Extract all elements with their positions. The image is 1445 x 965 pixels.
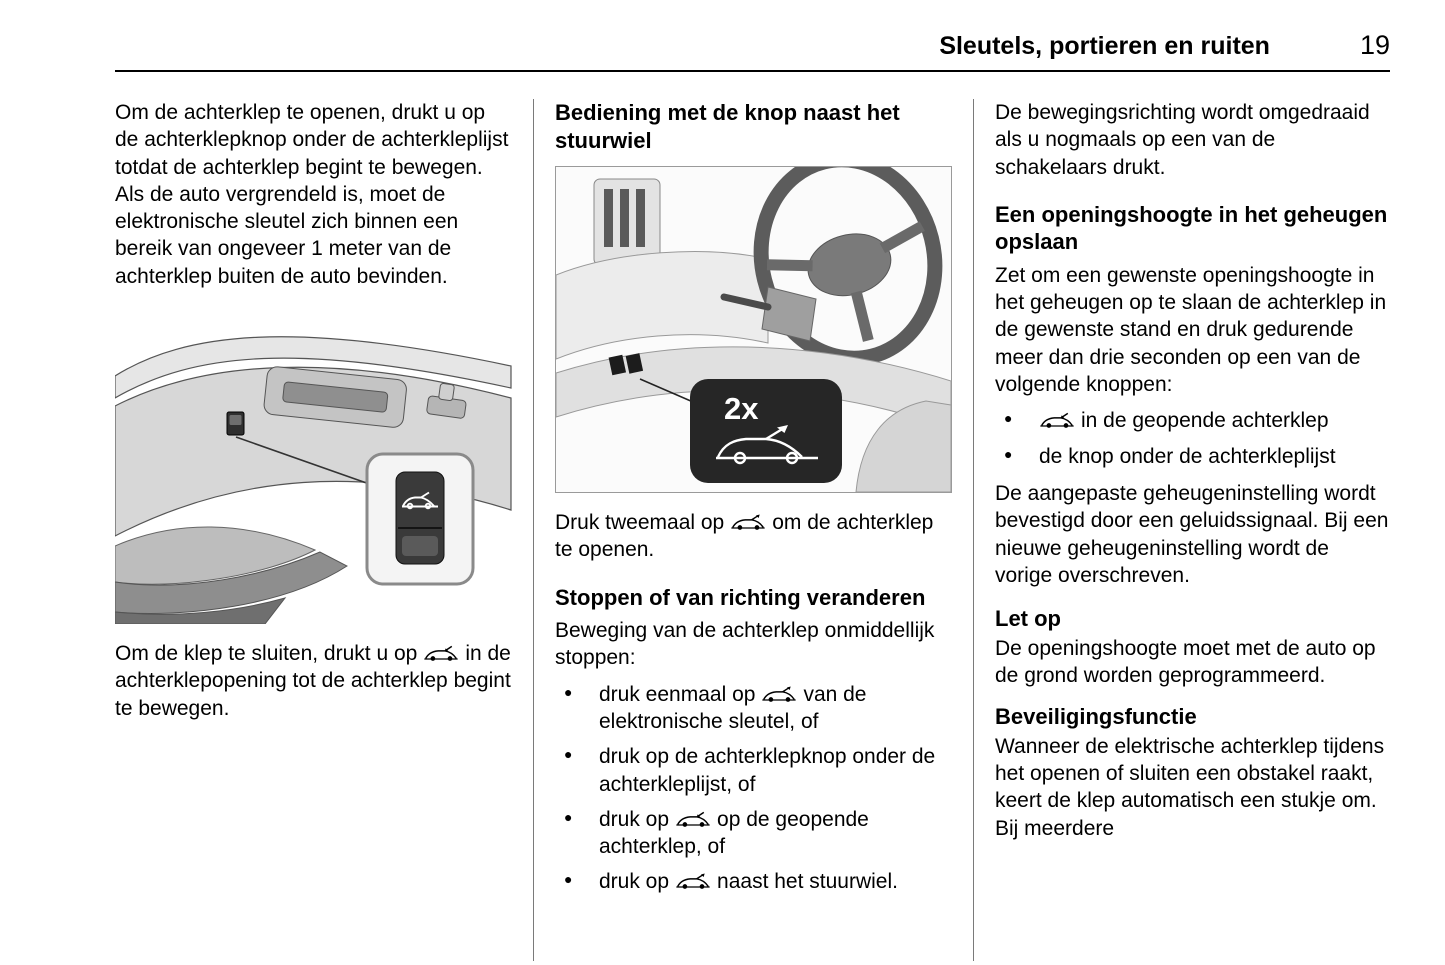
- column-left: [115, 99, 512, 961]
- column-middle: [555, 99, 952, 961]
- text-segment: druk op: [599, 807, 670, 831]
- text-segment: de knop onder de achterkleplijst: [1039, 444, 1336, 468]
- paragraph-confirm: De aangepaste geheugeninstelling wordt bevestigd door een geluidssignaal. Bij een nieuwe geheugeninstelling wordt de vorige overschreven.: [995, 481, 1389, 587]
- heading-stop-direction: Stoppen of van richting veranderen: [555, 584, 926, 610]
- column-right: [995, 99, 1390, 961]
- air-vent: [594, 179, 660, 265]
- paragraph-close-tailgate: [115, 640, 512, 722]
- tailgate-open-icon: [761, 686, 797, 704]
- text-segment: van de elektronische sleutel, of: [599, 682, 867, 733]
- tailgate-open-icon: [730, 514, 766, 532]
- paragraph-press-twice: [555, 509, 952, 564]
- tailgate-illustration: [115, 314, 512, 624]
- list-item: [995, 407, 1390, 434]
- heading-safety: Beveiligingsfunctie: [995, 704, 1197, 730]
- memory-buttons-list: [995, 407, 1390, 470]
- text-segment: Druk tweemaal op: [555, 511, 725, 534]
- press-twice-callout: [690, 379, 842, 483]
- content-columns: [0, 72, 1445, 961]
- count-label: 2x: [724, 391, 759, 426]
- tailgate-close-icon: [675, 811, 711, 829]
- text-segment: in de achterklepopening tot de achterklep begint te bewegen.: [115, 642, 511, 720]
- paragraph-open-tailgate: Om de achterklep te openen, drukt u op de achterklepknop onder de achterkleplijst totdat de achterklep begint te bewegen. Als de auto vergrendeld is, moet de elektronische sleutel zich binnen een bereik van ongeveer 1 meter van de achterklep buiten de auto bevinden.: [115, 101, 509, 288]
- text-segment: Om de klep te sluiten, drukt u op: [115, 642, 418, 666]
- note-text: De openingshoogte moet met de auto op de grond worden geprogrammeerd.: [995, 636, 1376, 687]
- button-callout: [367, 454, 473, 584]
- paragraph-safety: Wanneer de elektrische achterklep tijdens het openen of sluiten een obstakel raakt, keert de klep automatisch een stukje om. Bij meerdere: [995, 734, 1385, 840]
- page-title: Sleutels, portieren en ruiten: [939, 32, 1270, 60]
- text-segment: om de achterklep te openen.: [555, 511, 934, 562]
- paragraph-direction: De bewegingsrichting wordt omgedraaid als u nogmaals op een van de schakelaars drukt.: [995, 101, 1370, 179]
- page-header: [0, 0, 1445, 72]
- list-item: [995, 443, 1390, 470]
- tailgate-close-icon: [1039, 412, 1075, 430]
- dashboard-drawing: [556, 167, 951, 492]
- list-item: [555, 868, 952, 895]
- heading-button-operation: Bediening met de knop naast het stuurwiel: [555, 100, 900, 153]
- tailgate-open-icon: [675, 873, 711, 891]
- heading-memory: Een openingshoogte in het geheugen opslaan: [995, 201, 1388, 255]
- text-segment: druk op: [599, 870, 670, 894]
- text-segment: naast het stuurwiel.: [717, 870, 898, 894]
- tailgate-drawing: [115, 314, 512, 624]
- text-segment: in de geopende achterklep: [1081, 409, 1329, 433]
- text-segment: druk op de achterklepknop onder de achterkleplijst, of: [599, 745, 936, 796]
- list-item: [555, 743, 952, 798]
- paragraph-memory: Zet om een gewenste openingshoogte in het geheugen op te slaan de achterklep in de gewenste stand en druk gedurende meer dan drie seconden op een van de volgende knoppen:: [995, 263, 1387, 397]
- list-item: [555, 681, 952, 736]
- column-divider: [533, 99, 534, 961]
- text-segment: druk eenmaal op: [599, 682, 756, 706]
- dashboard-illustration: [555, 166, 952, 493]
- tailgate-close-icon: [423, 645, 459, 663]
- tailgate-button: [227, 412, 244, 435]
- list-item: [555, 806, 952, 861]
- column-divider: [973, 99, 974, 961]
- page-number: 19: [1359, 30, 1390, 60]
- note-heading: Let op: [995, 606, 1061, 632]
- paragraph-stop-intro: Beweging van de achterklep onmiddellijk stoppen:: [555, 619, 935, 670]
- stop-options-list: [555, 681, 952, 896]
- text-segment: op de geopende achterklep, of: [599, 807, 869, 859]
